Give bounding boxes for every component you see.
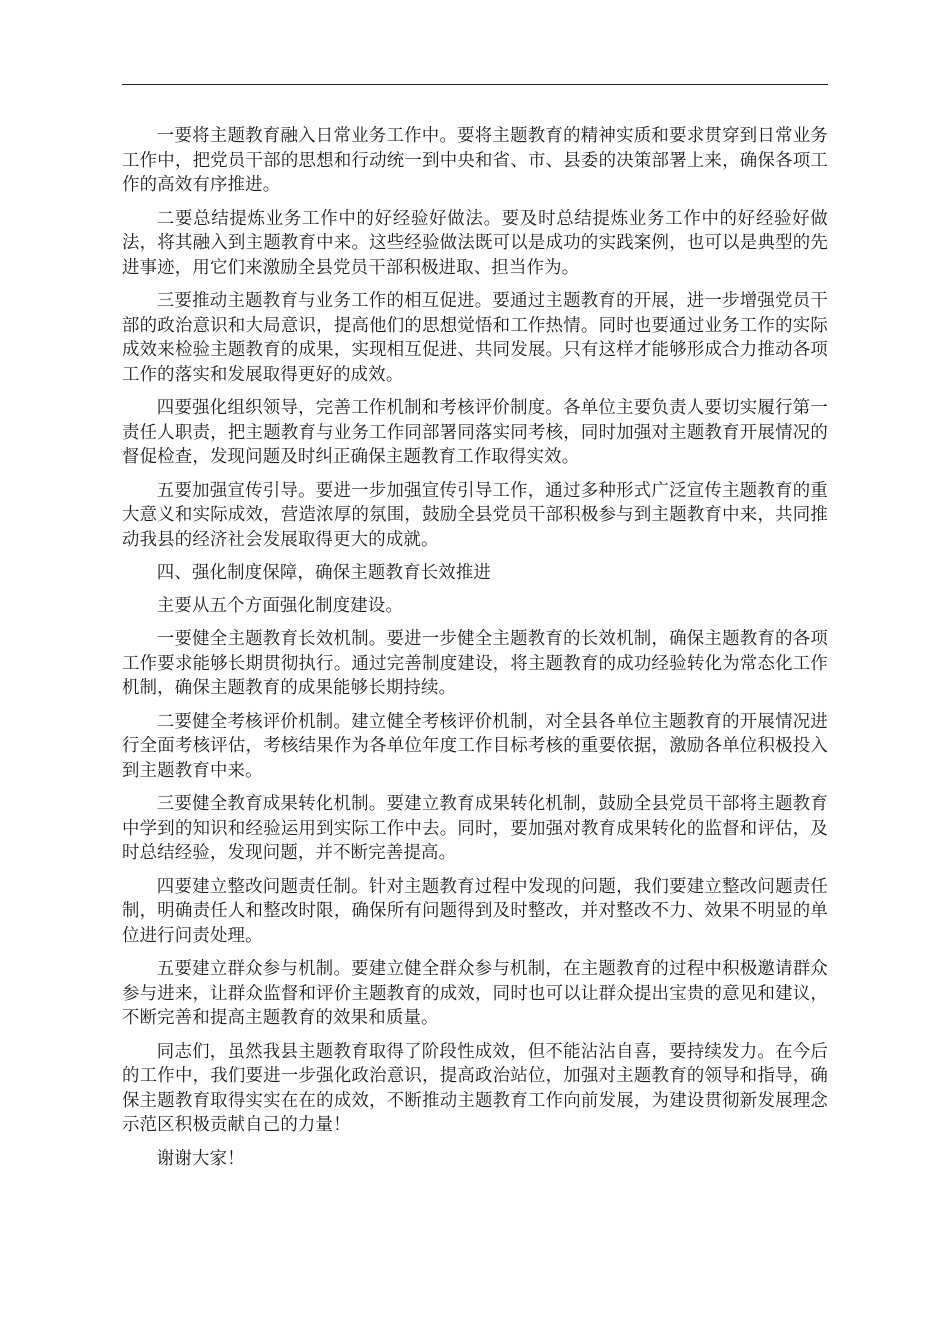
- paragraph: 五要加强宣传引导。要进一步加强宣传引导工作，通过多种形式广泛宣传主题教育的重大意义和实际成效，营造浓厚的氛围，鼓励全县党员干部积极参与到主题教育中来，共同推动我县的经济社会发展取得更大的成就。: [122, 480, 828, 550]
- closing-line: 谢谢大家！: [156, 1148, 245, 1169]
- document-body: [122, 124, 828, 1180]
- paragraph: 三要推动主题教育与业务工作的相互促进。要通过主题教育的开展，进一步增强党员干部的政治意识和大局意识，提高他们的思想觉悟和工作热情。同时也要通过业务工作的实际成效来检验主题教育的成果，实现相互促进、共同发展。只有这样才能够形成合力推动各项工作的落实和发展取得更好的成效。: [122, 291, 828, 385]
- paragraph: 四要强化组织领导，完善工作机制和考核评价制度。各单位主要负责人要切实履行第一责任人职责，把主题教育与业务工作同部署同落实同考核，同时加强对主题教育开展情况的督促检查，发现问题及时纠正确保主题教育工作取得实效。: [122, 398, 828, 467]
- paragraph: 四要建立整改问题责任制。针对主题教育过程中发现的问题，我们要建立整改问题责任制，明确责任人和整改时限，确保所有问题得到及时整改，并对整改不力、效果不明显的单位进行问责处理。: [122, 876, 828, 946]
- paragraph: 二要总结提炼业务工作中的好经验好做法。要及时总结提炼业务工作中的好经验好做法，将其融入到主题教育中来。这些经验做法既可以是成功的实践案例，也可以是典型的先进事迹，用它们来激励全县党员干部积极进取、担当作为。: [122, 208, 828, 278]
- paragraph: 一要健全主题教育长效机制。要进一步健全主题教育的长效机制，确保主题教育的各项工作要求能够长期贯彻执行。通过完善制度建设，将主题教育的成功经验转化为常态化工作机制，确保主题教育的成果能够长期持续。: [122, 629, 828, 698]
- paragraph: 二要健全考核评价机制。建立健全考核评价机制，对全县各单位主题教育的开展情况进行全面考核评估，考核结果作为各单位年度工作目标考核的重要依据，激励各单位积极投入到主题教育中来。: [122, 711, 828, 781]
- paragraph: 主要从五个方面强化制度建设。: [156, 595, 404, 616]
- paragraph: 三要健全教育成果转化机制。要建立教育成果转化机制，鼓励全县党员干部将主题教育中学到的知识和经验运用到实际工作中去。同时，要加强对教育成果转化的监督和评估，及时总结经验，发现问题，并不断完善提高。: [122, 794, 828, 863]
- paragraph: 同志们，虽然我县主题教育取得了阶段性成效，但不能沾沾自喜，要持续发力。在今后的工作中，我们要进一步强化政治意识，提高政治站位，加强对主题教育的领导和指导，确保主题教育取得实实在在的成效，不断推动主题教育工作向前发展，为建设贯彻新发展理念示范区积极贡献自己的力量！: [122, 1041, 828, 1135]
- header-rule: [122, 84, 828, 85]
- paragraph: 五要建立群众参与机制。要建立健全群众参与机制，在主题教育的过程中积极邀请群众参与进来，让群众监督和评价主题教育的成效，同时也可以让群众提出宝贵的意见和建议，不断完善和提高主题教育的效果和质量。: [122, 959, 828, 1028]
- paragraph: 一要将主题教育融入日常业务工作中。要将主题教育的精神实质和要求贯穿到日常业务工作中，把党员干部的思想和行动统一到中央和省、市、县委的决策部署上来，确保各项工作的高效有序推进。: [122, 126, 828, 195]
- section-heading: 四、强化制度保障，确保主题教育长效推进: [156, 563, 492, 583]
